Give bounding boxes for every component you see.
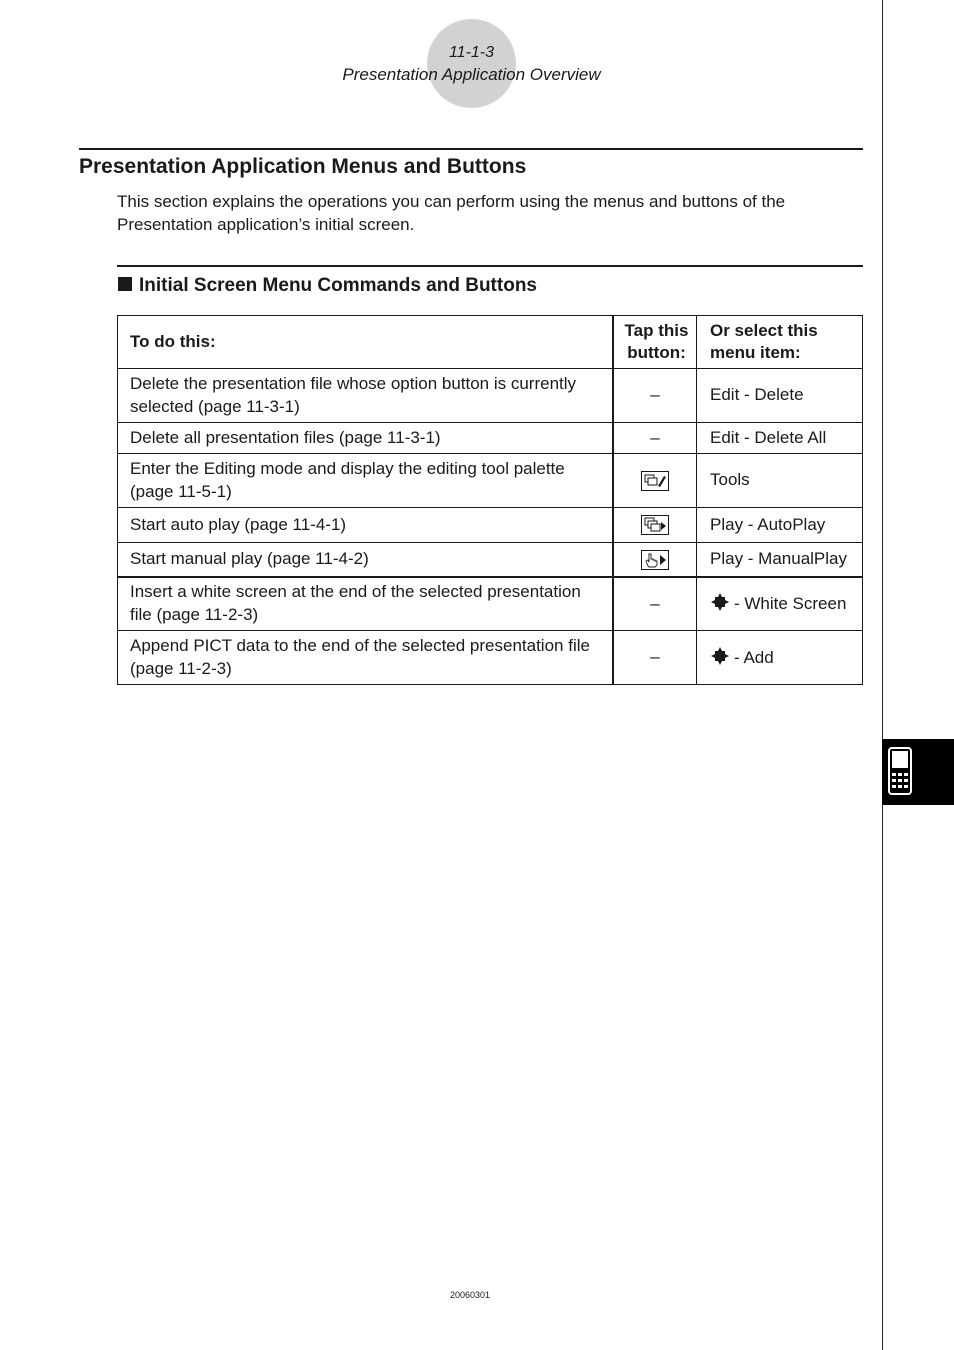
manualplay-button-icon[interactable] [641,550,669,570]
subsection-top-rule [117,265,863,267]
row-menu: Tools [697,454,863,508]
row-button: – [613,423,697,454]
chapter-side-tab [882,739,954,805]
calculator-icon [888,747,912,795]
table-row [118,631,863,685]
table-row [118,454,863,508]
header-button: Tap this button: [613,316,697,369]
row-button: – [613,369,697,423]
row-menu: Edit - Delete [697,369,863,423]
row-action: Enter the Editing mode and display the editing tool palette (page 11-5-1) [118,454,614,508]
table-row [118,369,863,423]
subsection-heading [118,275,537,297]
row-menu: Play - ManualPlay [697,543,863,577]
section-top-rule [79,148,863,150]
margin-rule [882,0,883,1350]
autoplay-button-icon[interactable] [641,515,669,535]
header-menu: Or select this menu item: [697,316,863,369]
subsection-title: Initial Screen Menu Commands and Buttons [139,275,537,296]
row-action: Delete the presentation file whose option button is currently selected (page 11-3-1) [118,369,614,423]
chapter-title: Presentation Application Overview [342,65,601,84]
table-row [118,423,863,454]
table-header-row [118,316,863,369]
row-button: – [613,631,697,685]
page-number-circle [427,19,516,108]
header-action: To do this: [118,316,614,369]
page-number: 11-1-3 [448,44,495,61]
table-row [118,508,863,543]
menu-diamond-icon [710,592,730,612]
row-menu: Play - AutoPlay [697,508,863,543]
menu-commands-table [117,315,863,685]
row-button: – [613,577,697,631]
square-bullet-icon [118,277,132,291]
row-action: Start auto play (page 11-4-1) [118,508,614,543]
menu-diamond-icon [710,646,730,666]
tools-button-icon[interactable] [641,471,669,491]
table-row [118,543,863,577]
row-action: Delete all presentation files (page 11-3-1) [118,423,614,454]
row-menu: - White Screen [734,594,847,613]
section-title: Presentation Application Menus and Buttons [79,155,527,178]
section-intro: This section explains the operations you can perform using the menus and buttons of the Presentation application’s initial screen. [117,192,786,234]
row-action: Append PICT data to the end of the selected presentation file (page 11-2-3) [118,631,614,685]
footer-code: 20060301 [449,1290,491,1300]
row-action: Insert a white screen at the end of the selected presentation file (page 11-2-3) [118,577,614,631]
row-menu: - Add [734,647,774,667]
row-action: Start manual play (page 11-4-2) [118,543,614,577]
row-menu: Edit - Delete All [697,423,863,454]
table-row [118,577,863,631]
